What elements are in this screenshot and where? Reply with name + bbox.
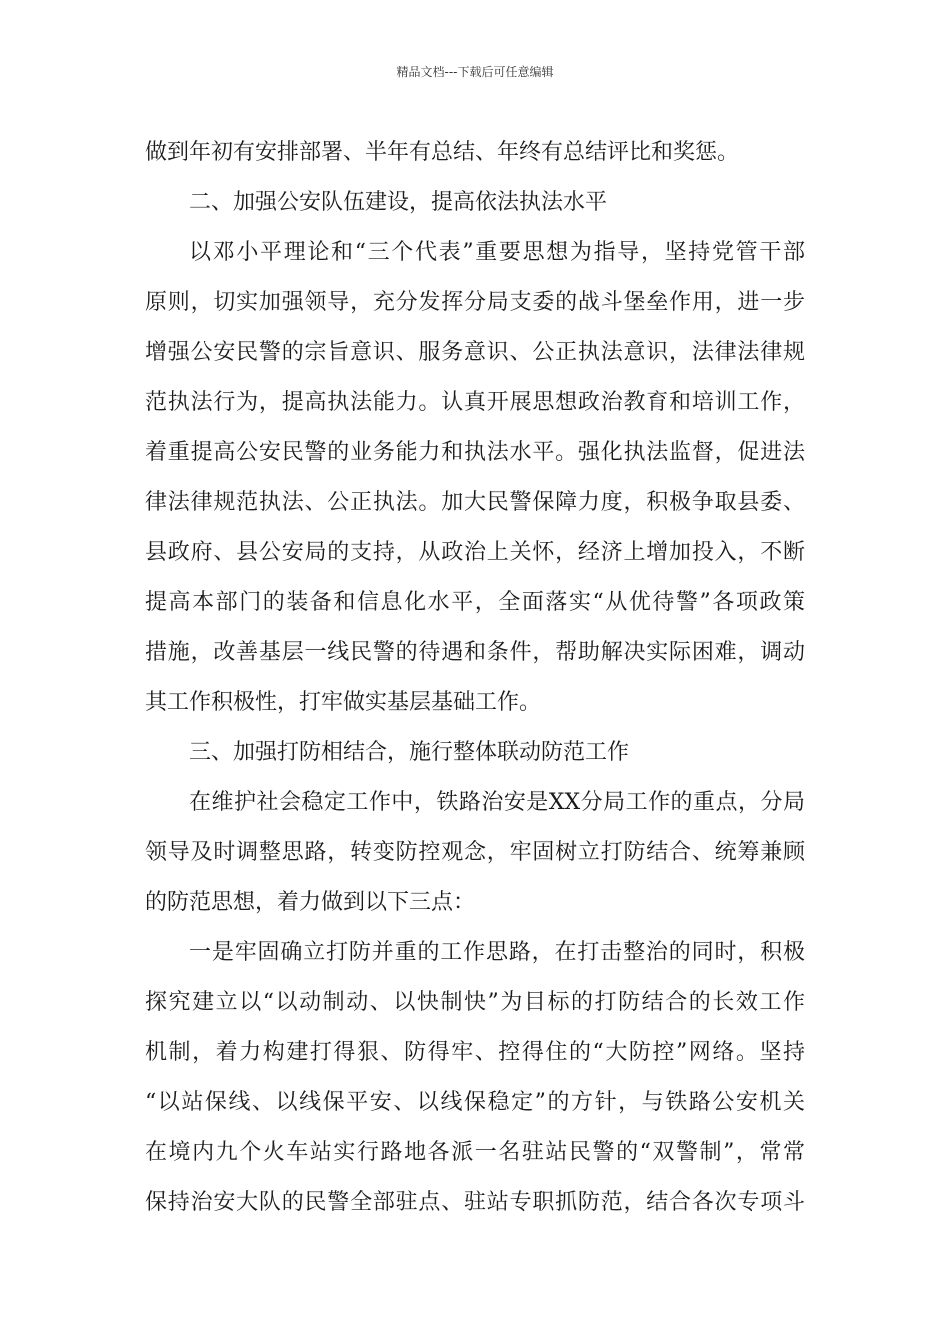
- section-heading: 二、加强公安队伍建设，提高依法执法水平: [189, 190, 608, 215]
- text-line: 以邓小平理论和“三个代表”重要思想为指导，坚持党管干部: [189, 240, 805, 265]
- text-line: 提高本部门的装备和信息化水平，全面落实“从优待警”各项政策: [145, 590, 805, 615]
- text-line: 在境内九个火车站实行路地各派一名驻站民警的“双警制”，常常: [145, 1140, 805, 1165]
- text-line: 领导及时调整思路，转变防控观念，牢固树立打防结合、统筹兼顾: [145, 840, 805, 865]
- text-line: 其工作积极性，打牢做实基层基础工作。: [145, 690, 542, 715]
- text-line: 律法律规范执法、公正执法。加大民警保障力度，积极争取县委、: [145, 490, 805, 515]
- text-line: 机制，着力构建打得狠、防得牢、控得住的“大防控”网络。坚持: [145, 1040, 805, 1065]
- page-header: 精品文档---下载后可任意编辑: [396, 65, 554, 79]
- text-line: 探究建立以“以动制动、以快制快”为目标的打防结合的长效工作: [145, 990, 805, 1015]
- section-heading: 三、加强打防相结合，施行整体联动防范工作: [189, 740, 630, 765]
- text-line: 着重提高公安民警的业务能力和执法水平。强化执法监督，促进法: [145, 440, 805, 465]
- text-line: 范执法行为，提高执法能力。认真开展思想政治教育和培训工作，: [145, 390, 805, 415]
- text-line: “以站保线、以线保平安、以线保稳定”的方针，与铁路公安机关: [145, 1090, 805, 1115]
- text-line: 做到年初有安排部署、半年有总结、年终有总结评比和奖惩。: [145, 140, 740, 165]
- text-line: 的防范思想，着力做到以下三点：: [145, 890, 476, 915]
- text-line: 原则，切实加强领导，充分发挥分局支委的战斗堡垒作用，进一步: [145, 290, 805, 315]
- text-line: 在维护社会稳定工作中，铁路治安是XX分局工作的重点，分局: [189, 790, 805, 815]
- text-line: 增强公安民警的宗旨意识、服务意识、公正执法意识，法律法律规: [145, 340, 805, 365]
- text-line: 保持治安大队的民警全部驻点、驻站专职抓防范，结合各次专项斗: [145, 1190, 805, 1215]
- document-body: [145, 128, 805, 1228]
- text-line: 措施，改善基层一线民警的待遇和条件，帮助解决实际困难，调动: [145, 640, 805, 665]
- text-line: 县政府、县公安局的支持，从政治上关怀，经济上增加投入，不断: [145, 540, 805, 565]
- text-line: 一是牢固确立打防并重的工作思路，在打击整治的同时，积极: [189, 940, 805, 965]
